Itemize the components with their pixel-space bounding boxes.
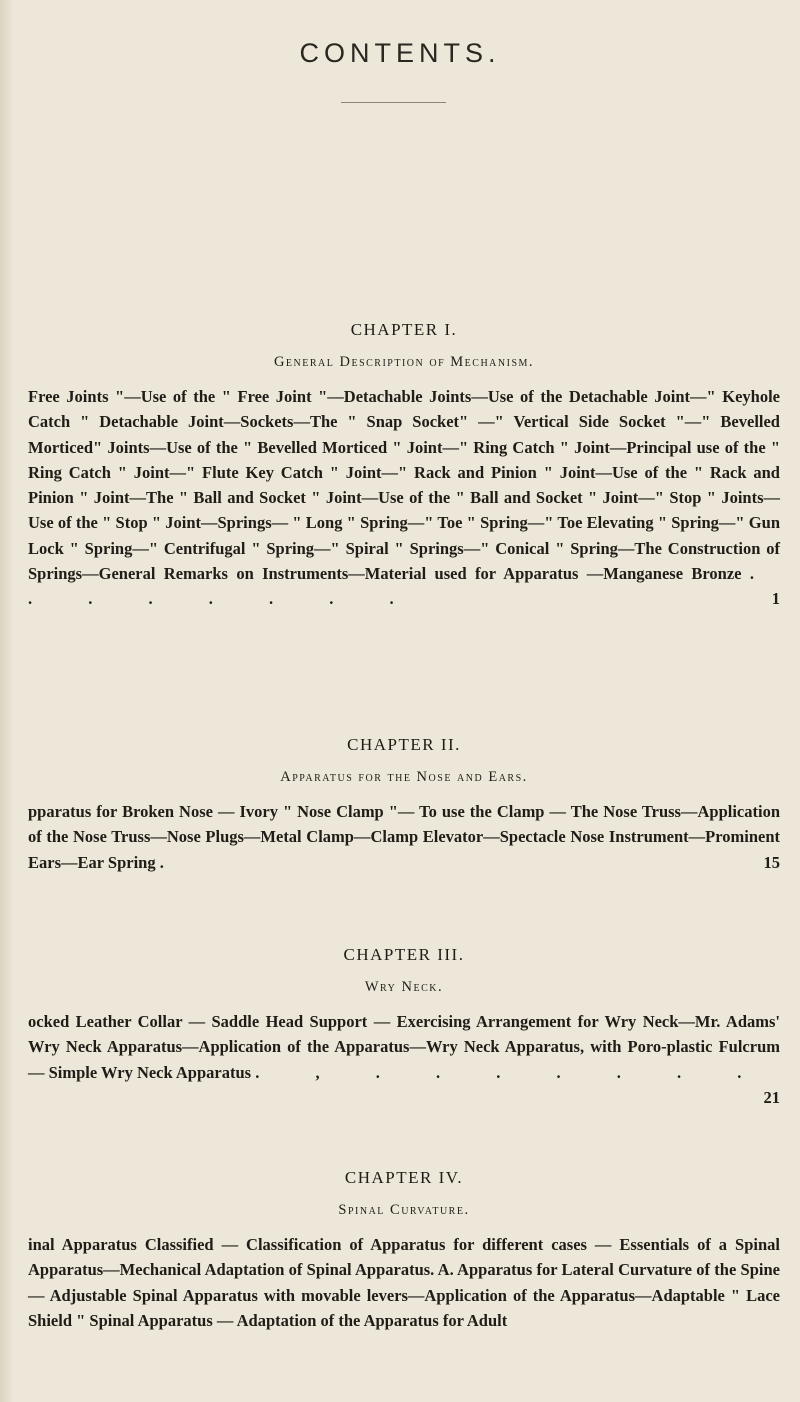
page-gutter [0,0,14,1402]
chapter-4 [28,1168,780,1333]
chapter-heading: CHAPTER I. [350,320,458,339]
chapter-text: Free Joints "—Use of the " Free Joint "—Detachable Joints—Use of the Detachable Joint—" Keyhole Catch " Detachable Joint—Sockets—The " Snap Socket" —" Vertical Side Socket "—" Bevelled Morticed" Joints—Use of the " Bevelled Morticed " Joint—" Ring Catch " Joint—Principal use of the " Ring Catch " Joint—" Flute Key Catch " Joint—" Rack and Pinion " Joint—Use of the " Rack and Pinion " Joint—The " Ball and Socket " Joint—Use of the " Ball and Socket " Joint—" Stop " Joints—Use of the " Stop " Joint—Springs— " Long " Spring—" Toe " Spring—" Toe Elevating " Spring—" Gun Lock " Spring—" Centrifugal " Spring—" Spiral " Springs—" Conical " Spring—The Construction of Springs—General Remarks on Instruments—Material used for Apparatus —Manganese Bronze [28,387,780,584]
chapter-contents [28,799,780,875]
chapter-contents [28,1232,780,1333]
chapter-text: pparatus for Broken Nose — Ivory " Nose Clamp "— To use the Clamp — The Nose Truss—Application of the Nose Truss—Nose Plugs—Metal Clamp—Clamp Elevator—Spectacle Nose Instrument—Prominent Ears—Ear Spring . [28,802,780,872]
page-title: CONTENTS. [299,38,501,68]
chapter-subtitle: Spinal Curvature. [338,1202,470,1218]
page-number: 21 [763,1087,780,1107]
chapter-heading: CHAPTER IV. [344,1168,464,1187]
chapter-subtitle: General Description of Mechanism. [273,354,535,370]
chapter-text: inal Apparatus Classified — Classification of Apparatus for different cases — Essentials of a Spinal Apparatus—Mechanical Adaptation of Spinal Apparatus. A. Apparatus for Lateral Curvature of the Spine — Adjustable Spinal Apparatus with movable levers—Application of the Apparatus—Adaptable " Lace Shield " Spinal Apparatus — Adaptation of the Apparatus for Adult [28,1235,780,1330]
title-rule [341,102,446,103]
chapter-2 [28,735,780,875]
chapter-subtitle: Apparatus for the Nose and Ears. [280,769,528,785]
chapter-1 [28,320,780,612]
chapter-text: ocked Leather Collar — Saddle Head Support — Exercising Arrangement for Wry Neck—Mr. Adams' Wry Neck Apparatus—Application of the Apparatus—Wry Neck Apparatus, with Poro-plastic Fulcrum — Simple Wry Neck Apparatus [28,1012,780,1082]
page-number: 15 [763,852,780,872]
chapter-contents [28,384,780,612]
chapter-contents [28,1009,780,1107]
chapter-heading: CHAPTER III. [343,945,465,964]
chapter-3 [28,945,780,1110]
leader-dots: . , . . . . . . . [255,1062,768,1082]
chapter-heading: CHAPTER II. [347,735,461,754]
chapter-subtitle: Wry Neck. [364,979,444,995]
leader-dots: . . . . . . . . [28,564,780,609]
page-number: 1 [771,589,780,609]
